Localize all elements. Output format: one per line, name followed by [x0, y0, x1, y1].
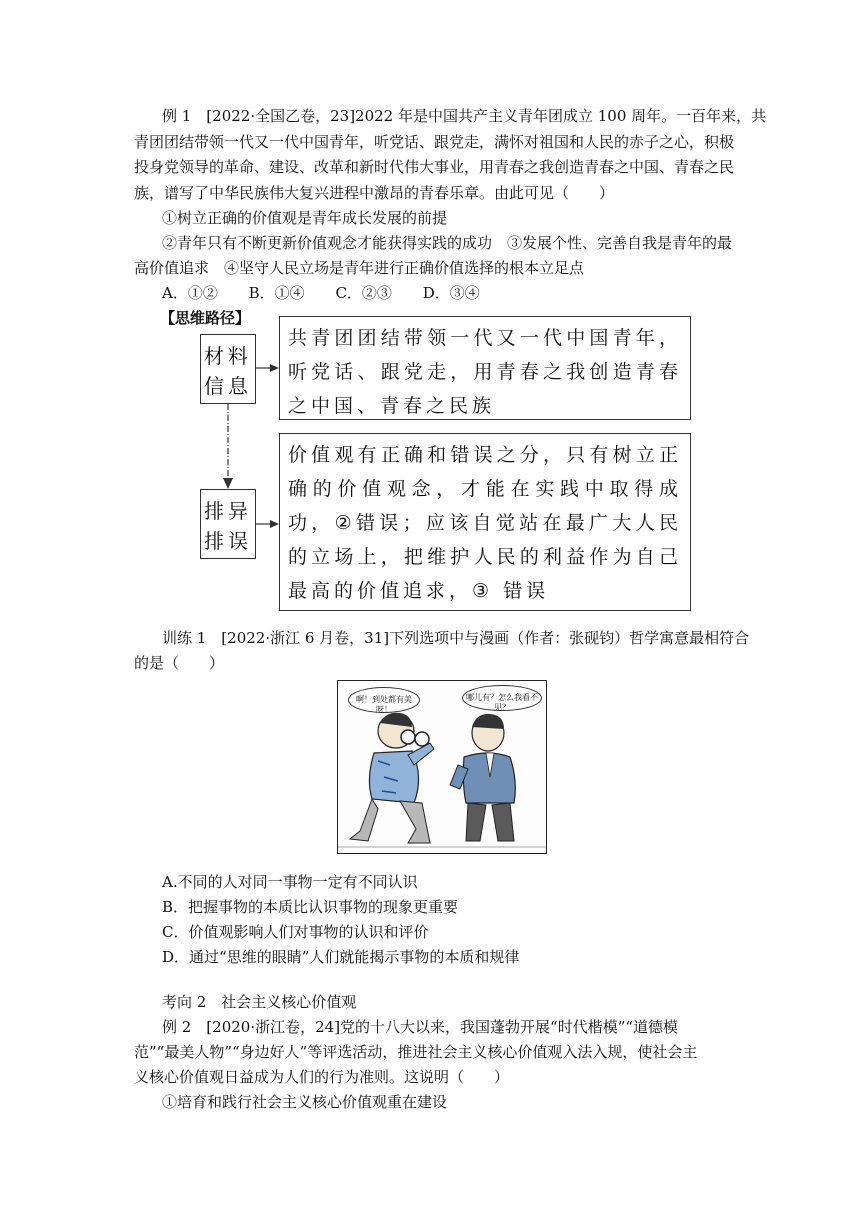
material-info-box: 共青团团结带领一代又一代中国青年，听党话、跟党走，用青春之我创造青春之中国、青春之民族	[279, 316, 691, 420]
example1-line-3: 投身党领导的革命、建设、改革和新时代伟大事业，用青春之我创造青春之中国、青春之民	[134, 158, 735, 176]
arrow-2-head-icon	[270, 520, 279, 528]
training1-line-2: 的是（ ）	[134, 654, 225, 672]
option-b: B．①④	[248, 284, 305, 302]
eliminate-errors-box: 价值观有正确和错误之分，只有树立正确的价值观念，才能在实践中取得成功，②错误；应该自觉站在最广大人民的立场上，把维护人民的利益作为自己最高的价值追求，③ 错误	[279, 433, 691, 611]
example2-statement-1: ①培育和践行社会主义核心价值观重在建设	[162, 1093, 448, 1111]
label-eliminate-errors	[200, 489, 256, 559]
arrow-1-head-icon	[270, 364, 279, 372]
option-c: C．②③	[335, 284, 392, 302]
example2-line-3: 义核心价值观日益成为人们的行为准则。这说明（ ）	[134, 1068, 510, 1086]
label-material-line-2: 信息	[204, 374, 252, 398]
cartoon-image	[337, 680, 547, 854]
speech-bubble-left: 啊！到处都有美呀！	[348, 687, 420, 713]
example1-statement-2: ②青年只有不断更新价值观念才能获得实践的成功 ③发展个性、完善自我是青年的最	[162, 234, 733, 252]
thinking-path-heading: 【思维路径】	[160, 309, 251, 327]
down-arrow-icon	[223, 478, 233, 489]
example1-line-1: 例 1 [2022·全国乙卷，23]2022 年是中国共产主义青年团成立 100 周年。一百年来，共	[162, 107, 767, 125]
training1-option-b: B．把握事物的本质比认识事物的现象更重要	[162, 898, 459, 916]
example1-statement-1: ①树立正确的价值观是青年成长发展的前提	[162, 209, 448, 227]
example2-line-1: 例 2 [2020·浙江卷，24]党的十八大以来，我国蓬勃开展“时代楷模”“道德模	[162, 1018, 679, 1036]
label-eliminate-line-2: 排误	[204, 529, 252, 553]
example1-line-2: 青团团结带领一代又一代中国青年，听党话、跟党走，满怀对祖国和人民的赤子之心，积极	[134, 133, 735, 151]
training1-option-a: A.不同的人对同一事物一定有不同认识	[162, 873, 418, 891]
example1-statement-3: 高价值追求 ④坚守人民立场是青年进行正确价值选择的根本立足点	[134, 259, 585, 277]
label-material-line-1: 材料	[204, 344, 252, 368]
example2-line-2: 范”“最美人物”“身边好人”等评选活动，推进社会主义核心价值观入法入规，使社会主	[134, 1043, 698, 1061]
training1-line-1: 训练 1 [2022·浙江 6 月卷，31]下列选项中与漫画（作者：张砚钧）哲学寓意最相符合	[162, 629, 750, 647]
speech-bubble-right: 哪儿有？怎么我看不见？	[462, 685, 542, 711]
example1-line-4: 族，谱写了中华民族伟大复兴进程中激昂的青春乐章。由此可见（ ）	[134, 184, 615, 202]
label-eliminate-line-1: 排异	[204, 499, 252, 523]
training1-option-c: C．价值观影响人们对事物的认识和评价	[162, 923, 429, 941]
option-d: D．③④	[422, 284, 480, 302]
section2-title: 考向 2 社会主义核心价值观	[162, 993, 357, 1011]
label-material-info	[200, 334, 256, 404]
suited-man-figure	[450, 714, 515, 841]
crouching-man-figure	[350, 713, 434, 843]
option-a: A．①②	[162, 284, 218, 302]
cartoon-figures	[338, 681, 547, 854]
training1-option-d: D．通过“思维的眼睛”人们就能揭示事物的本质和规律	[162, 948, 520, 966]
